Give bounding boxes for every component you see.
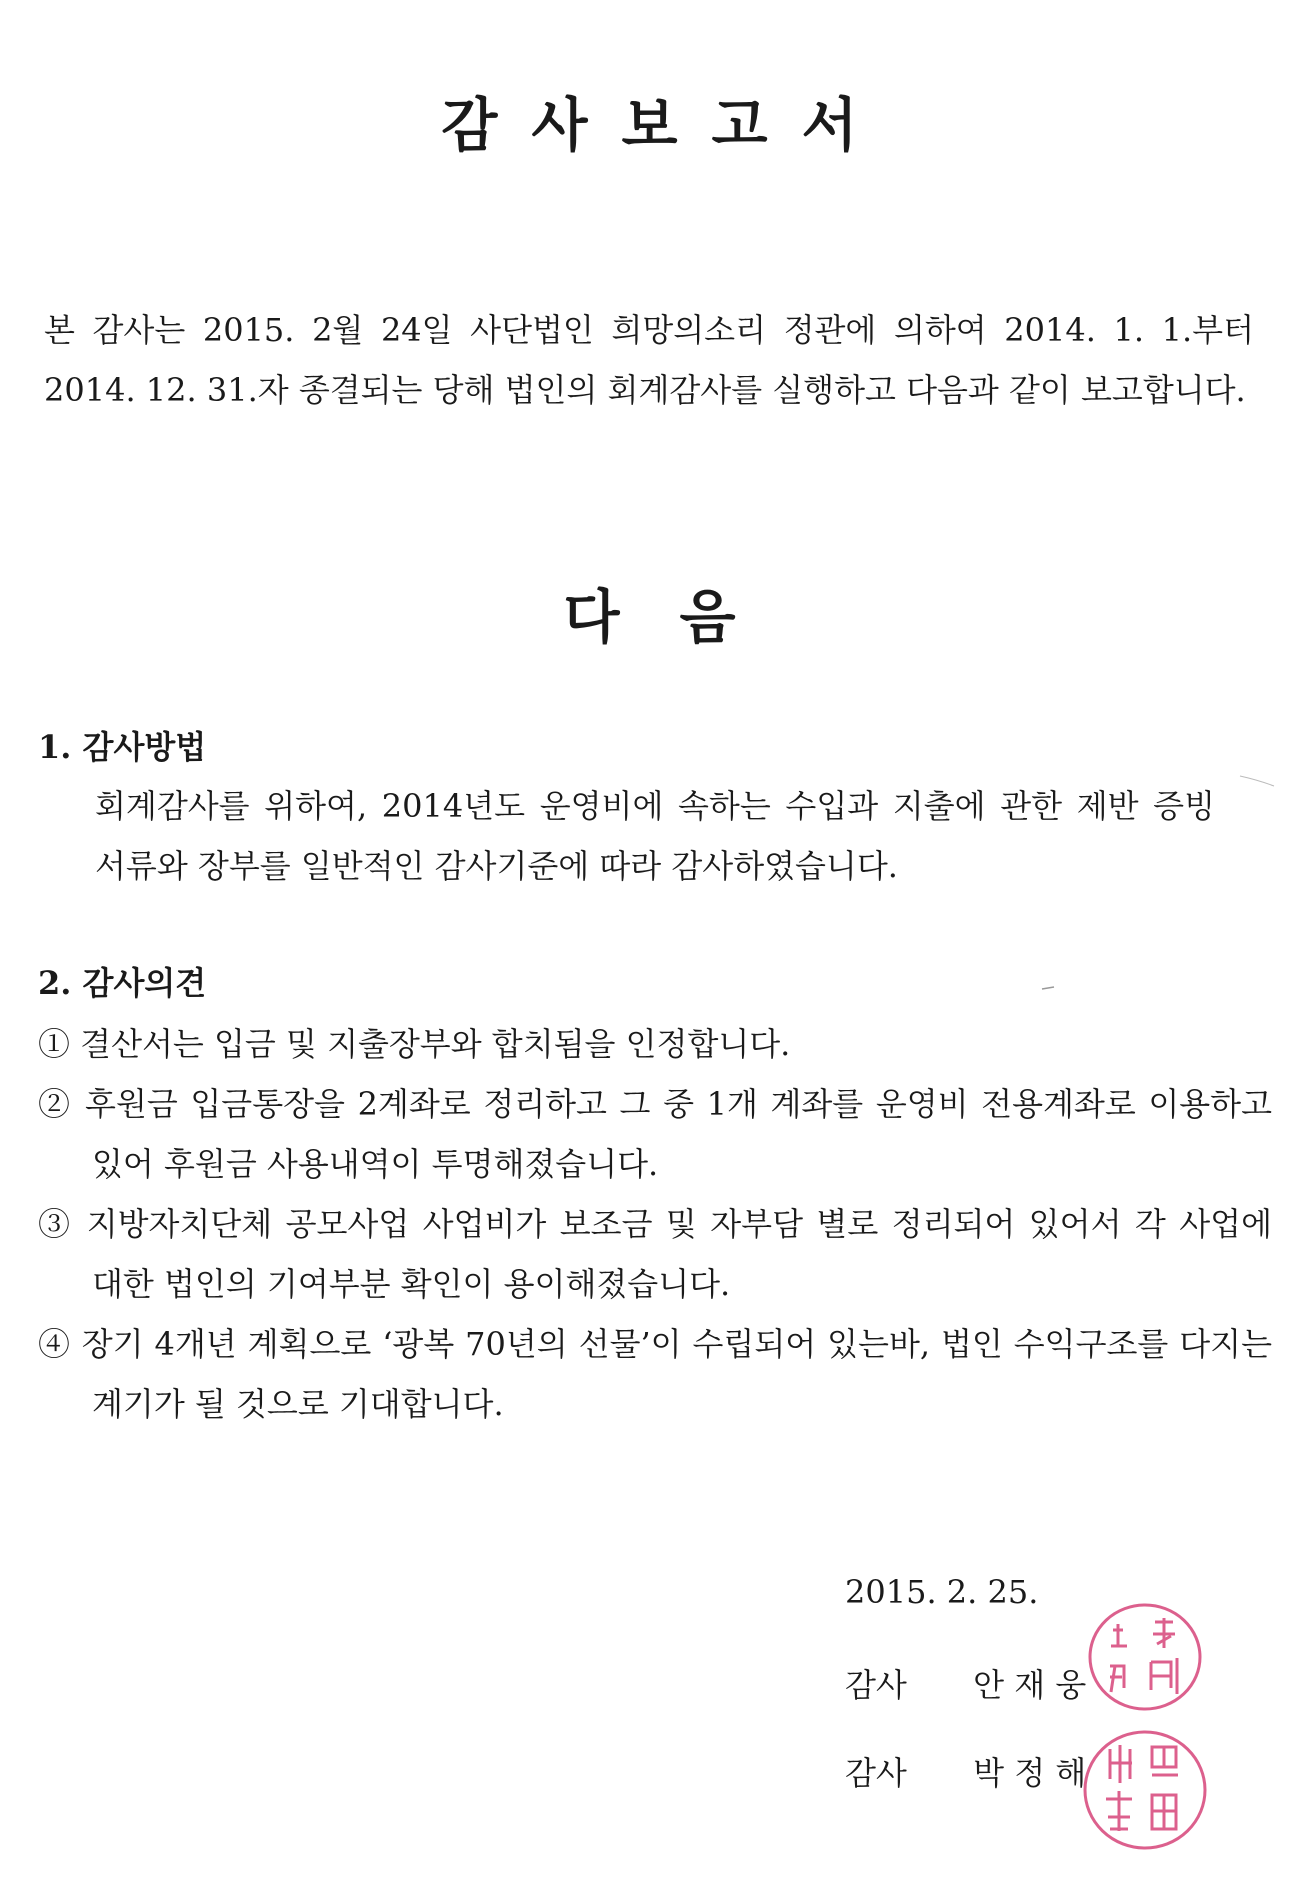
intro-paragraph: 본 감사는 2015. 2월 24일 사단법인 희망의소리 정관에 의하여 2014. 1. 1.부터 2014. 12. 31.자 종결되는 당해 법인의 회계감사를 실행하고 다음과 같이 보고합니다. (44, 311, 1254, 409)
opinion-item-1: ① 결산서는 입금 및 지출장부와 합치됨을 인정합니다. (38, 1025, 791, 1063)
auditor-2-name: 박 정 해 (973, 1754, 1087, 1792)
seal-2-icon (1080, 1725, 1210, 1855)
signature-date: 2015. 2. 25. (845, 1573, 1039, 1611)
section-heading-method: 1. 감사방법 (38, 728, 207, 766)
auditor-1-role: 감사 (845, 1666, 907, 1704)
auditor-1 (845, 1660, 1086, 1706)
document-title: 감사보고서 (441, 91, 892, 159)
auditor-2-role: 감사 (845, 1754, 907, 1792)
opinion-item-4: ④ 장기 4개년 계획으로 ‘광복 70년의 선물’이 수립되어 있는바, 법인 수익구조를 다지는 계기가 될 것으로 기대합니다. (38, 1325, 1272, 1423)
scan-speck (1040, 985, 1060, 993)
opinion-item-3: ③ 지방자치단체 공모사업 사업비가 보조금 및 자부담 별로 정리되어 있어서 각 사업에 대한 법인의 기여부분 확인이 용이해졌습니다. (38, 1205, 1272, 1303)
seal-1-icon (1085, 1600, 1205, 1715)
section-heading-opinion: 2. 감사의견 (38, 964, 207, 1002)
auditor-2 (845, 1748, 1086, 1794)
next-heading: 다음 (563, 583, 796, 651)
scan-speck (1238, 770, 1278, 790)
opinion-item-2: ② 후원금 입금통장을 2계좌로 정리하고 그 중 1개 계좌를 운영비 전용계좌로 이용하고 있어 후원금 사용내역이 투명해졌습니다. (38, 1085, 1272, 1183)
section-body-method: 회계감사를 위하여, 2014년도 운영비에 속하는 수입과 지출에 관한 제반 증빙 서류와 장부를 일반적인 감사기준에 따라 감사하였습니다. (95, 787, 1215, 885)
auditor-1-name: 안 재 웅 (973, 1666, 1087, 1704)
